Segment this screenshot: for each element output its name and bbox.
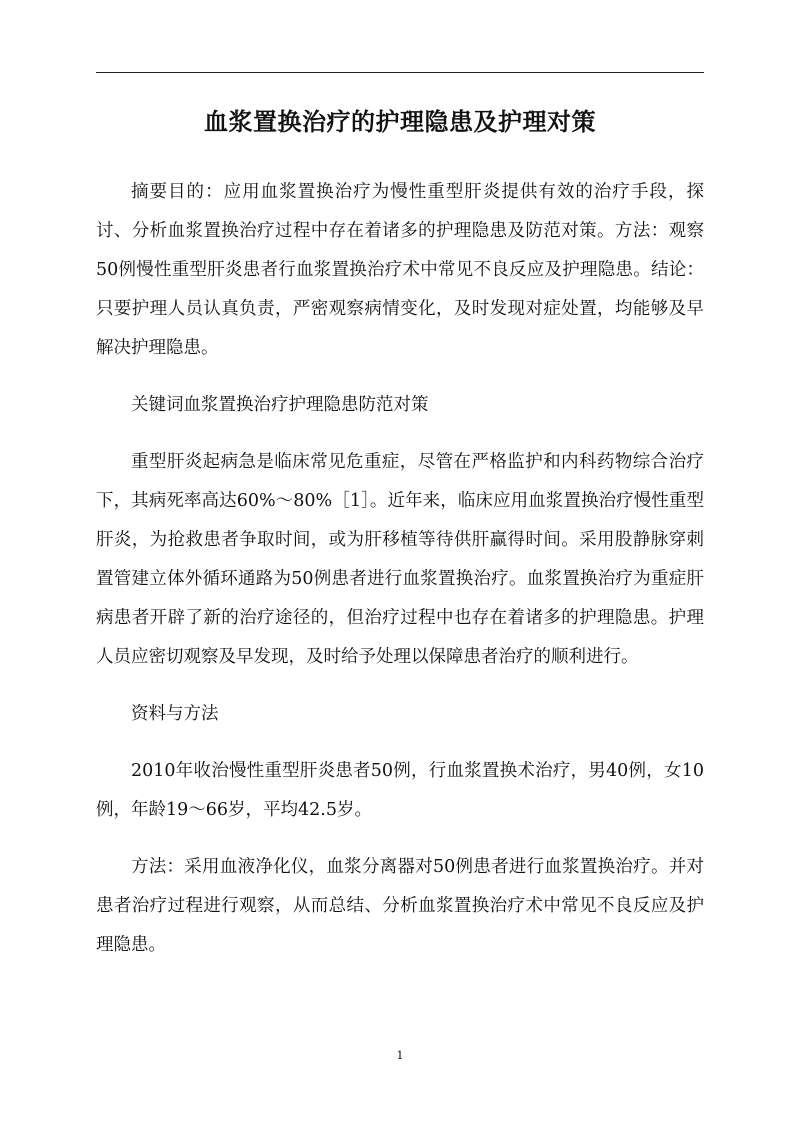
section-heading-materials-methods: 资料与方法 [131,704,219,724]
intro-paragraph: 重型肝炎起病急是临床常见危重症，尽管在严格监护和内科药物综合治疗下，其病死率高达60%～80%［1］。近年来，临床应用血浆置换治疗慢性重型肝炎，为抢救患者争取时间，或为肝移植等待供肝赢得时间。采用股静脉穿刺置管建立体外循环通路为50例患者进行血浆置换治疗。血浆置换治疗为重症肝病患者开辟了新的治疗途径的，但治疗过程中也存在着诸多的护理隐患。护理人员应密切观察及早发现，及时给予处理以保障患者治疗的顺利进行。 [96,452,704,667]
page-number: 1 [396,1049,404,1062]
document-body [96,173,704,983]
keywords-paragraph: 关键词血浆置换治疗护理隐患防范对策 [131,395,429,415]
document-title: 血浆置换治疗的护理隐患及护理对策 [204,108,596,136]
abstract-paragraph: 摘要目的：应用血浆置换治疗为慢性重型肝炎提供有效的治疗手段，探讨、分析血浆置换治疗过程中存在着诸多的护理隐患及防范对策。方法：观察50例慢性重型肝炎患者行血浆置换治疗术中常见不良反应及护理隐患。结论：只要护理人员认真负责，严密观察病情变化，及时发现对症处置，均能够及早解决护理隐患。 [96,182,704,358]
materials-paragraph: 2010年收治慢性重型肝炎患者50例，行血浆置换术治疗，男40例，女10例，年龄19～66岁，平均42.5岁。 [96,761,704,820]
methods-paragraph: 方法：采用血液净化仪，血浆分离器对50例患者进行血浆置换治疗。并对患者治疗过程进行观察，从而总结、分析血浆置换治疗术中常见不良反应及护理隐患。 [96,857,704,955]
header-rule [96,72,704,73]
